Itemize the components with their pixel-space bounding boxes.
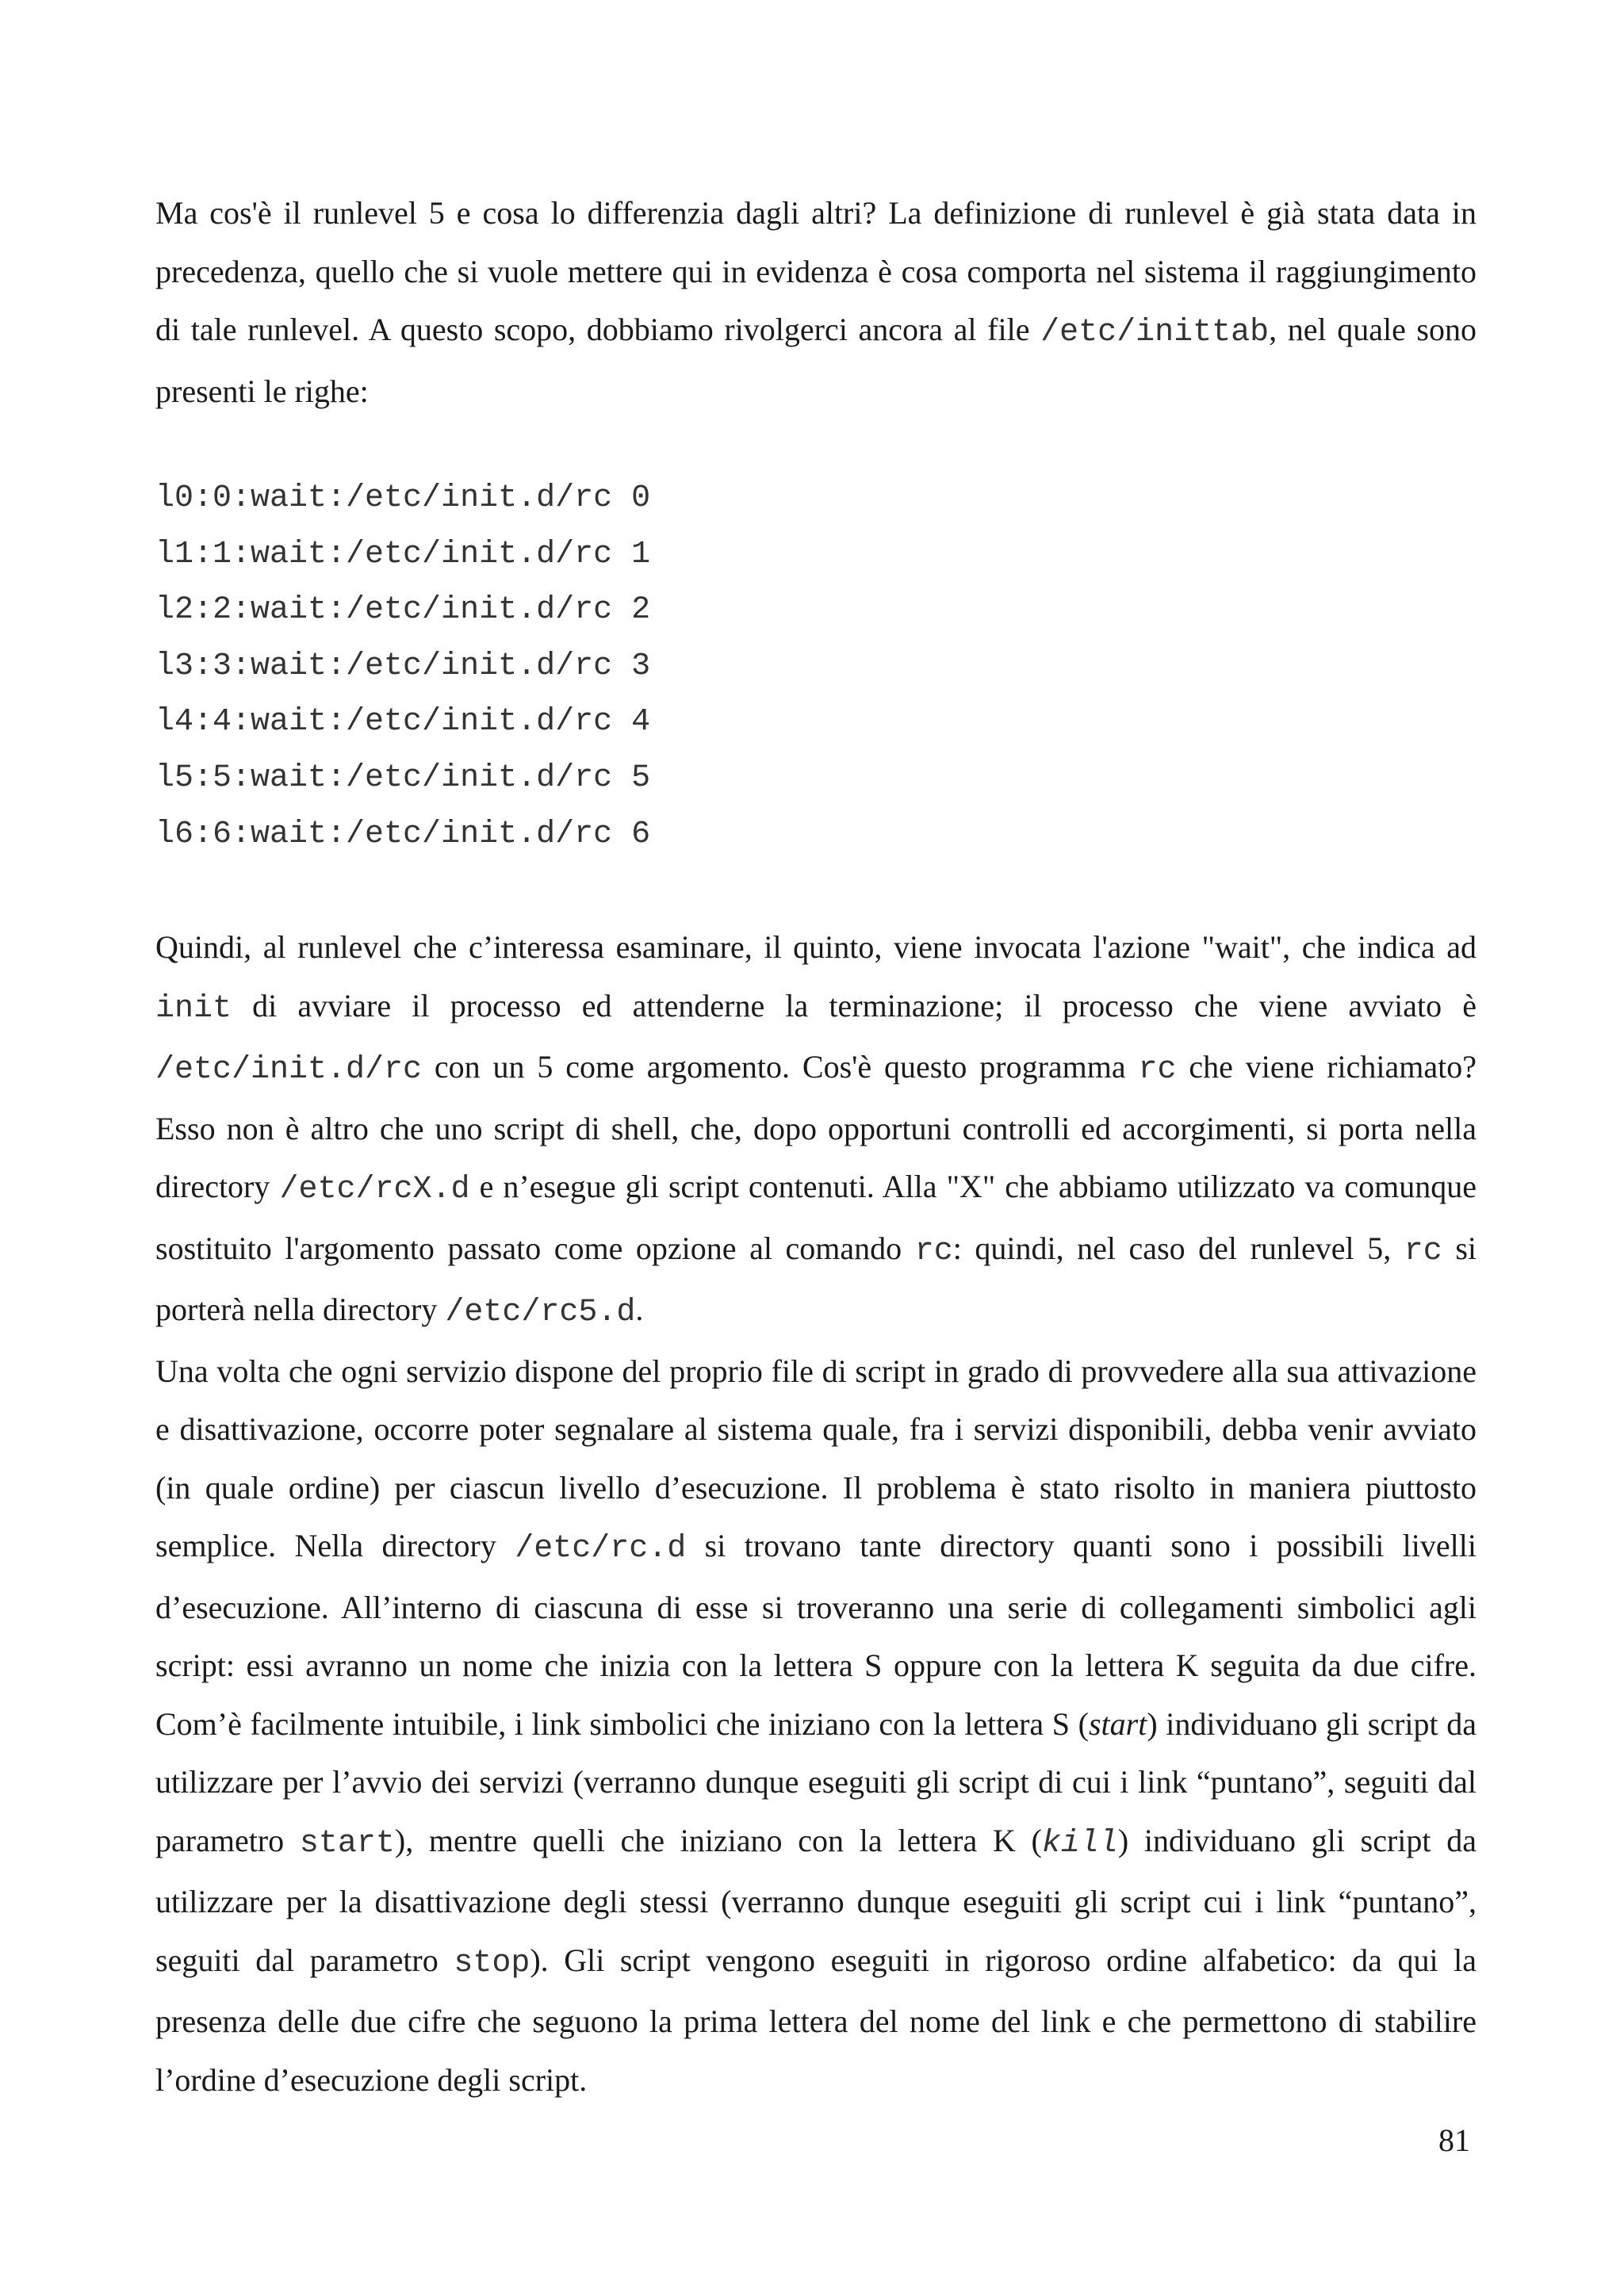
- text-run: : quindi, nel caso del runlevel 5,: [952, 1230, 1404, 1266]
- code-rcd-path: /etc/rc.d: [515, 1531, 687, 1567]
- paragraph-symbolic-links: [155, 1342, 1477, 2110]
- code-rcx-path: /etc/rcX.d: [279, 1172, 470, 1207]
- code-line-l5: l5:5:wait:/etc/init.d/rc 5: [155, 760, 651, 796]
- code-line-l3: l3:3:wait:/etc/init.d/rc 3: [155, 648, 651, 684]
- text-run: ) individuano gli script da utilizzare per la disattivazione degli stessi (verranno dunque eseguiti gli script cui i link “puntano”, seguiti dal parametro: [155, 1822, 1477, 1978]
- code-line-l0: l0:0:wait:/etc/init.d/rc 0: [155, 480, 651, 516]
- text-run: e n’esegue gli script contenuti. Alla "X" che abbiamo utilizzato va comunque sostituito l'argomento passato come opzione al comando: [155, 1169, 1477, 1266]
- body-text-section: [155, 918, 1477, 2109]
- paragraph-runlevel-intro: [155, 184, 1477, 420]
- text-run: ). Gli script vengono eseguiti in rigoroso ordine alfabetico: da qui la presenza delle due cifre che seguono la prima lettera del nome del link e che permettono di stabilire l’ordine d’esecuzione degli script.: [155, 1942, 1477, 2098]
- code-line-l4: l4:4:wait:/etc/init.d/rc 4: [155, 704, 651, 740]
- text-run: si porterà nella directory: [155, 1230, 1477, 1327]
- text-run: di avviare il processo ed attenderne la terminazione; il processo che viene avviato è: [232, 987, 1477, 1024]
- code-line-l6: l6:6:wait:/etc/init.d/rc 6: [155, 816, 651, 852]
- text-run: Ma cos'è il runlevel 5 e cosa lo differenzia dagli altri? La definizione di runlevel è già stata data in precedenza, quello che si vuole mettere qui in evidenza è cosa comporta nel sistema il raggiungimento di tale runlevel. A questo scopo, dobbiamo rivolgerci ancora al file: [155, 195, 1477, 347]
- text-run: si trovano tante directory quanti sono i possibili livelli d’esecuzione. All’interno di ciascuna di esse si troveranno una serie di collegamenti simbolici agli script: essi avranno un nome che inizia con la lettera S oppure con la lettera K seguita da due cifre. Com’è facilmente intuibile, i link simbolici che iniziano con la lettera S (: [155, 1528, 1477, 1742]
- code-inittab-path: /etc/inittab: [1040, 315, 1270, 350]
- code-line-l1: l1:1:wait:/etc/init.d/rc 1: [155, 536, 651, 572]
- text-run: Una volta che ogni servizio dispone del proprio file di script in grado di provvedere alla sua attivazione e disattivazione, occorre poter segnalare al sistema quale, fra i servizi disponibili, debba venir avviato (in quale ordine) per ciascun livello d’esecuzione. Il problema è stato risolto in maniera piuttosto semplice. Nella directory: [155, 1353, 1477, 1563]
- text-run: ), mentre quelli che iniziano con la lettera K (: [394, 1822, 1042, 1858]
- text-run: con un 5 come argomento. Cos'è questo programma: [422, 1049, 1139, 1085]
- code-rc-path: /etc/init.d/rc: [155, 1052, 423, 1088]
- code-rc: rc: [1404, 1233, 1442, 1269]
- code-start: start: [299, 1825, 395, 1862]
- code-rc: rc: [1138, 1052, 1177, 1088]
- text-run: ) individuano gli script da utilizzare per l’avvio dei servizi (verranno dunque eseguiti gli script di cui i link “puntano”, seguiti dal parametro: [155, 1705, 1477, 1858]
- document-page: [155, 0, 1477, 2296]
- page-number: 81: [1438, 2122, 1470, 2158]
- text-run: , nel quale sono presenti le righe:: [155, 312, 1477, 409]
- code-rc: rc: [914, 1233, 953, 1269]
- code-rc5-path: /etc/rc5.d: [445, 1295, 636, 1330]
- italic-start: start: [1088, 1705, 1147, 1742]
- paragraph-rc-script: [155, 918, 1477, 1342]
- code-kill: kill: [1041, 1825, 1118, 1862]
- inittab-code-block: [155, 471, 1477, 863]
- code-line-l2: l2:2:wait:/etc/init.d/rc 2: [155, 592, 651, 629]
- code-stop: stop: [454, 1945, 530, 1981]
- text-run: che viene richiamato? Esso non è altro che uno script di shell, che, dopo opportuni controlli ed accorgimenti, si porta nella directory: [155, 1049, 1477, 1204]
- text-run: .: [635, 1292, 644, 1327]
- code-init: init: [155, 990, 232, 1027]
- text-run: Quindi, al runlevel che c’interessa esaminare, il quinto, viene invocata l'azione "wait", che indica ad: [155, 929, 1477, 965]
